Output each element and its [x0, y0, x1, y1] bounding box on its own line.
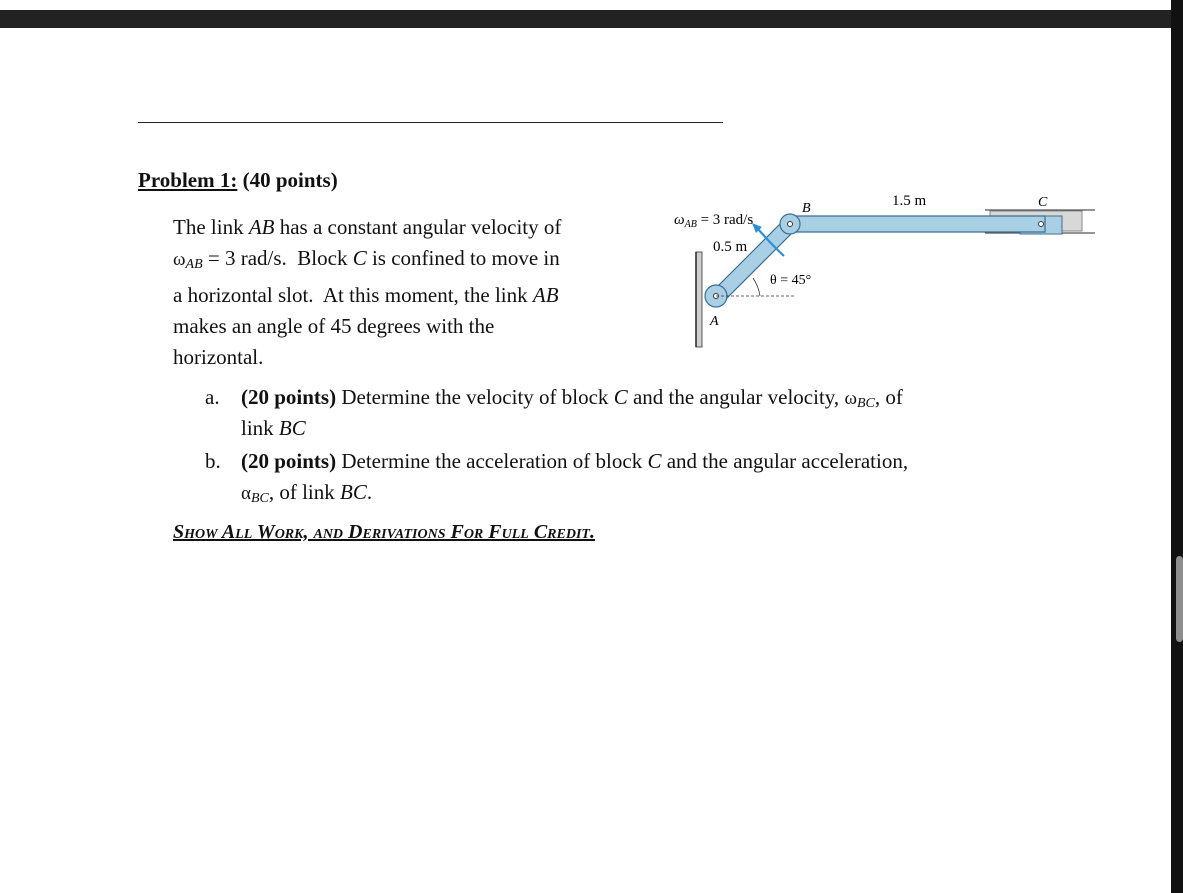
point-b-label: B — [802, 201, 811, 216]
statement-line-4: makes an angle of 45 degrees with the — [173, 314, 495, 338]
full-credit-note: Show All Work, and Derivations For Full Credit. — [173, 521, 595, 543]
scrollbar-thumb[interactable] — [1176, 556, 1183, 642]
right-edge-bar — [1171, 0, 1183, 893]
problem-statement — [173, 212, 643, 373]
problem-title-points: (40 points) — [242, 168, 338, 192]
point-a-label: A — [710, 314, 719, 329]
statement-line-2: $\omega_{AB} = 3$ rad/s. Block C is confined to move in — [173, 246, 560, 272]
length-ab-label: 0.5 m — [713, 239, 748, 255]
point-c-label: C — [1038, 195, 1048, 210]
angle-label: θ = 45° — [770, 273, 812, 288]
mechanism-figure — [660, 180, 1110, 360]
wall — [696, 252, 702, 347]
pin-b-center — [788, 222, 793, 227]
length-bc-label: 1.5 m — [892, 193, 927, 209]
statement-line-1: The link AB has a constant angular velocity of — [173, 215, 562, 239]
statement-line-3: a horizontal slot. At this moment, the link AB — [173, 283, 559, 307]
part-b-line-2: $\alpha_{BC}$, of link BC. — [241, 480, 373, 506]
part-a-line-1: (20 points) Determine the velocity of block C and the angular velocity, $\omega_{BC}$, of — [241, 385, 903, 411]
problem-title — [138, 168, 338, 193]
horizontal-rule — [138, 122, 723, 123]
part-a-line-2: link BC — [241, 416, 306, 440]
angle-arc — [753, 278, 760, 296]
part-b-label: b. — [205, 449, 221, 473]
part-b-line-1: (20 points) Determine the acceleration of block C and the angular acceleration, — [241, 449, 909, 473]
top-bar — [0, 10, 1183, 28]
part-a-label: a. — [205, 385, 220, 409]
link-bc — [788, 216, 1045, 232]
problem-title-label: Problem 1: — [138, 168, 238, 192]
omega-label: $\omega_{AB} = 3$ rad/s — [674, 212, 754, 230]
statement-line-5: horizontal. — [173, 345, 264, 369]
pin-c-center — [1039, 222, 1044, 227]
